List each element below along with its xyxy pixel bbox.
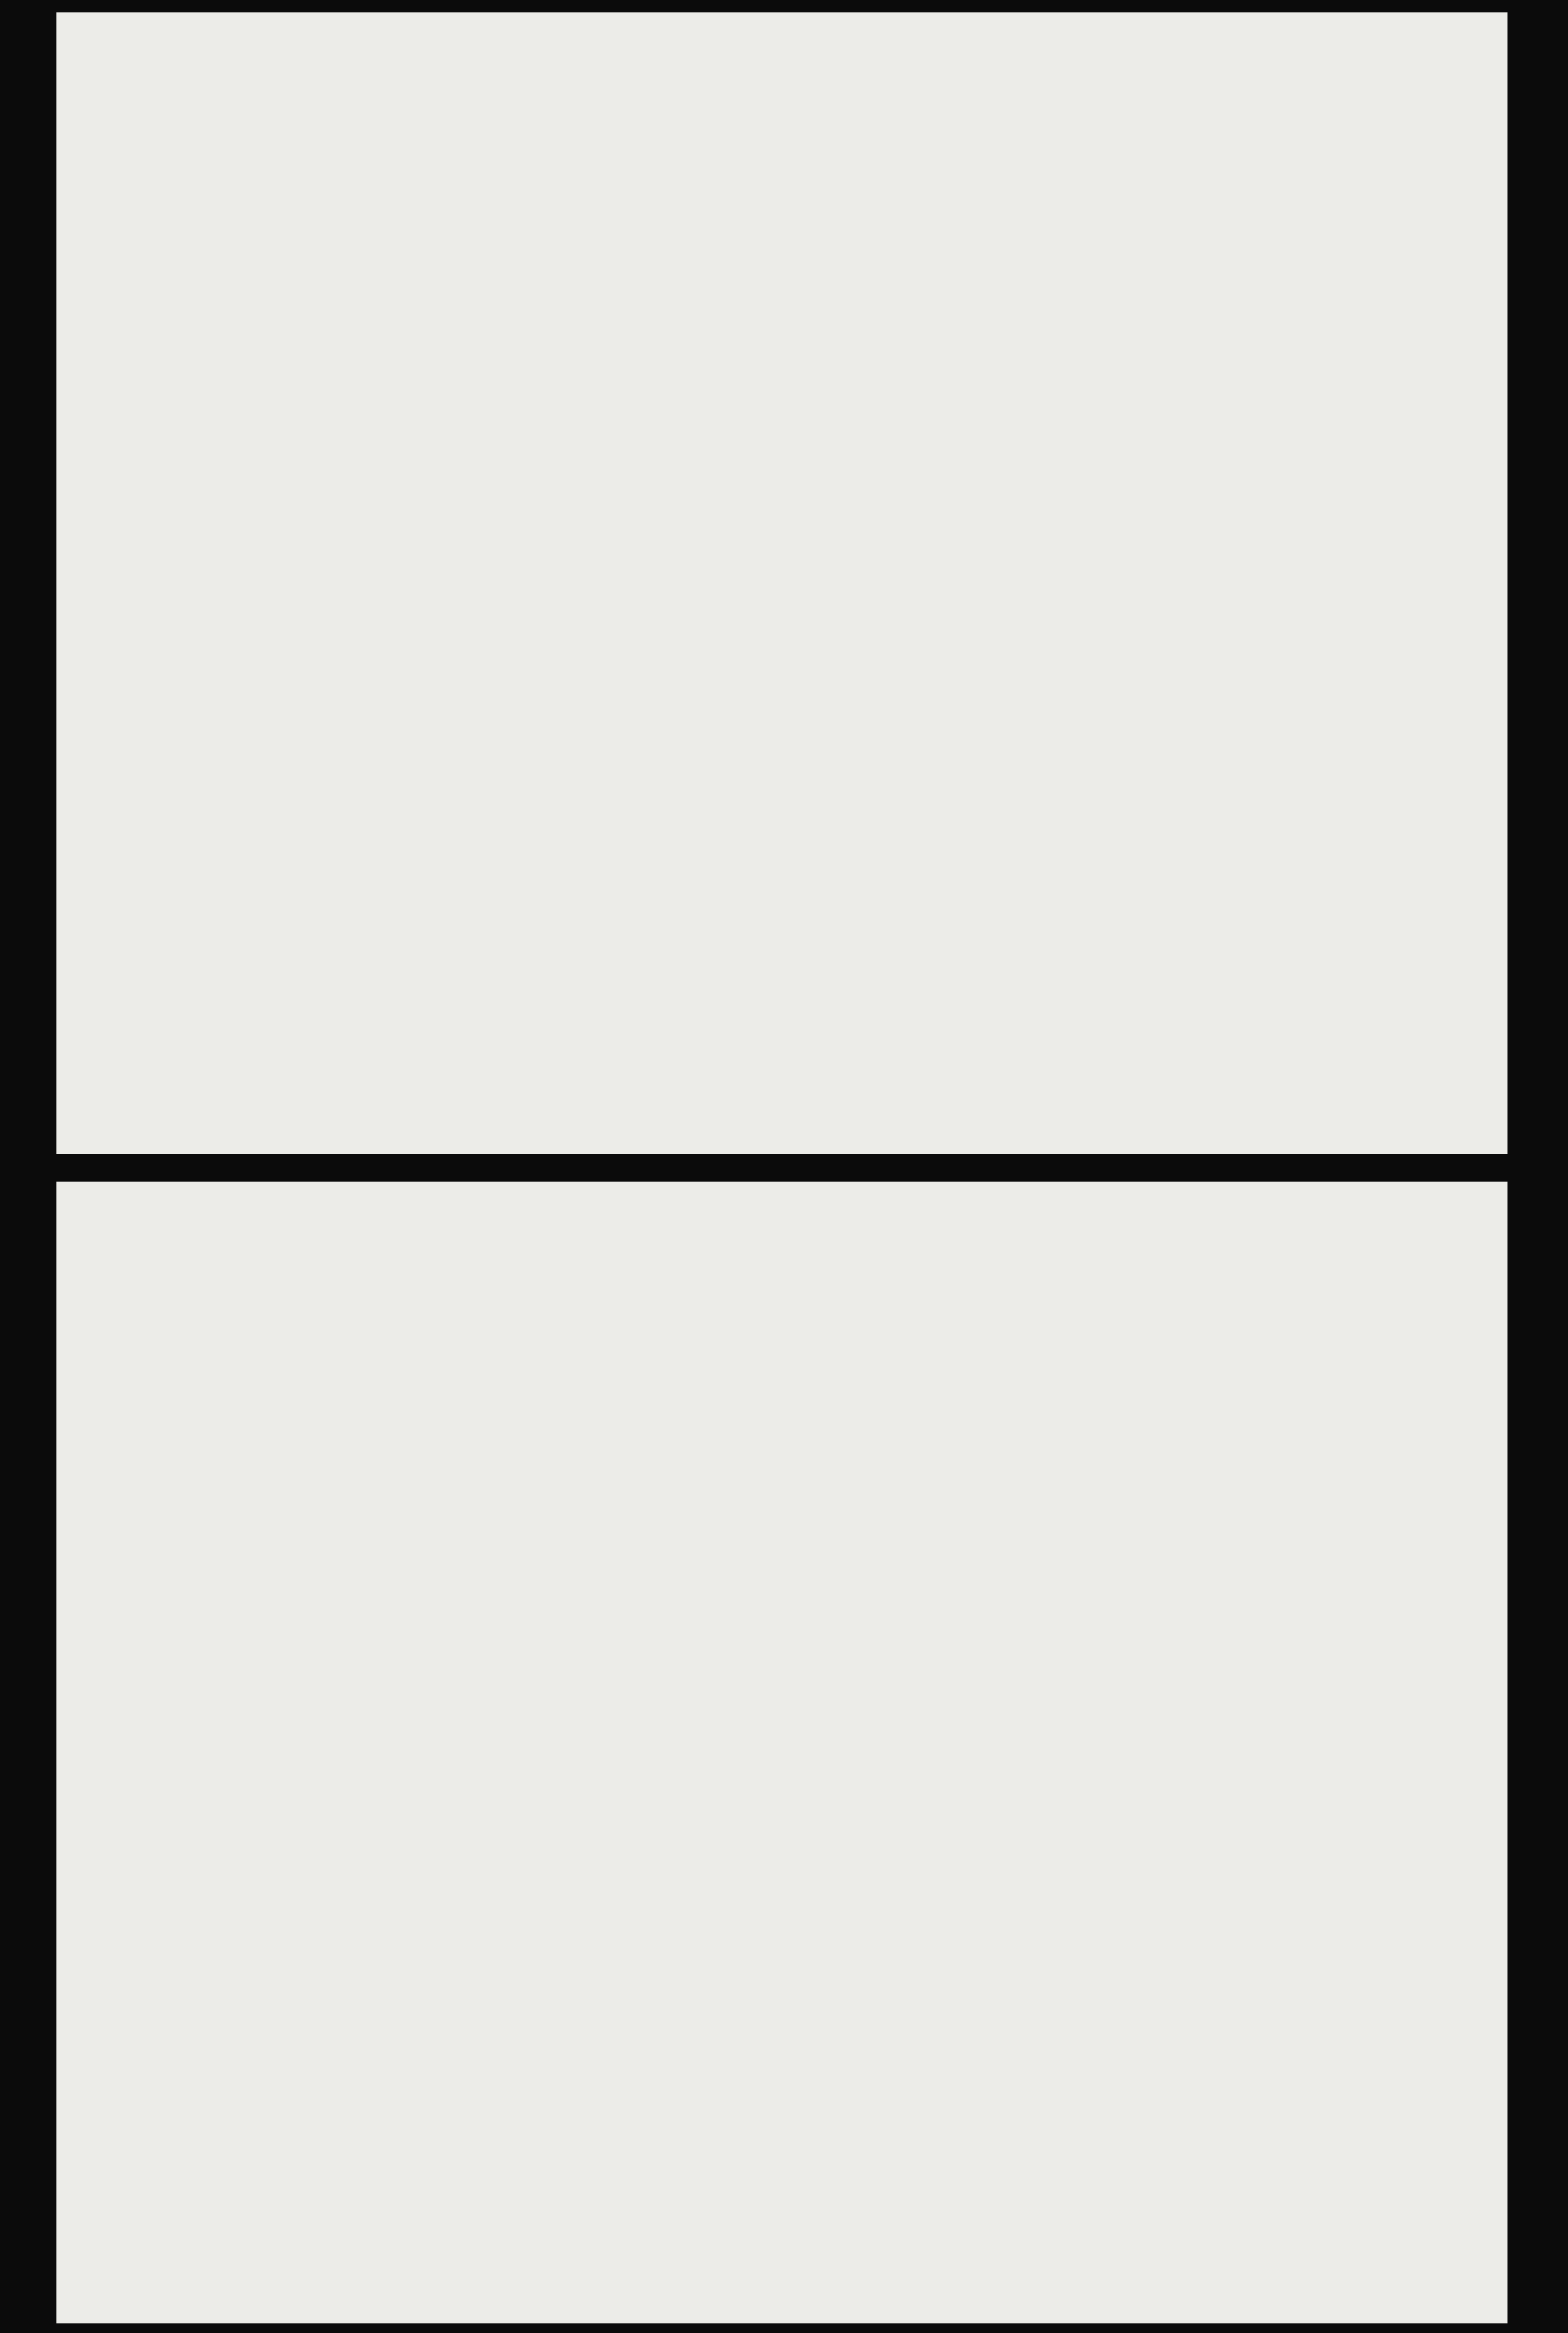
declaration-sheet-2 (56, 1182, 1507, 2323)
declaration-sheet-1 (56, 12, 1507, 1154)
